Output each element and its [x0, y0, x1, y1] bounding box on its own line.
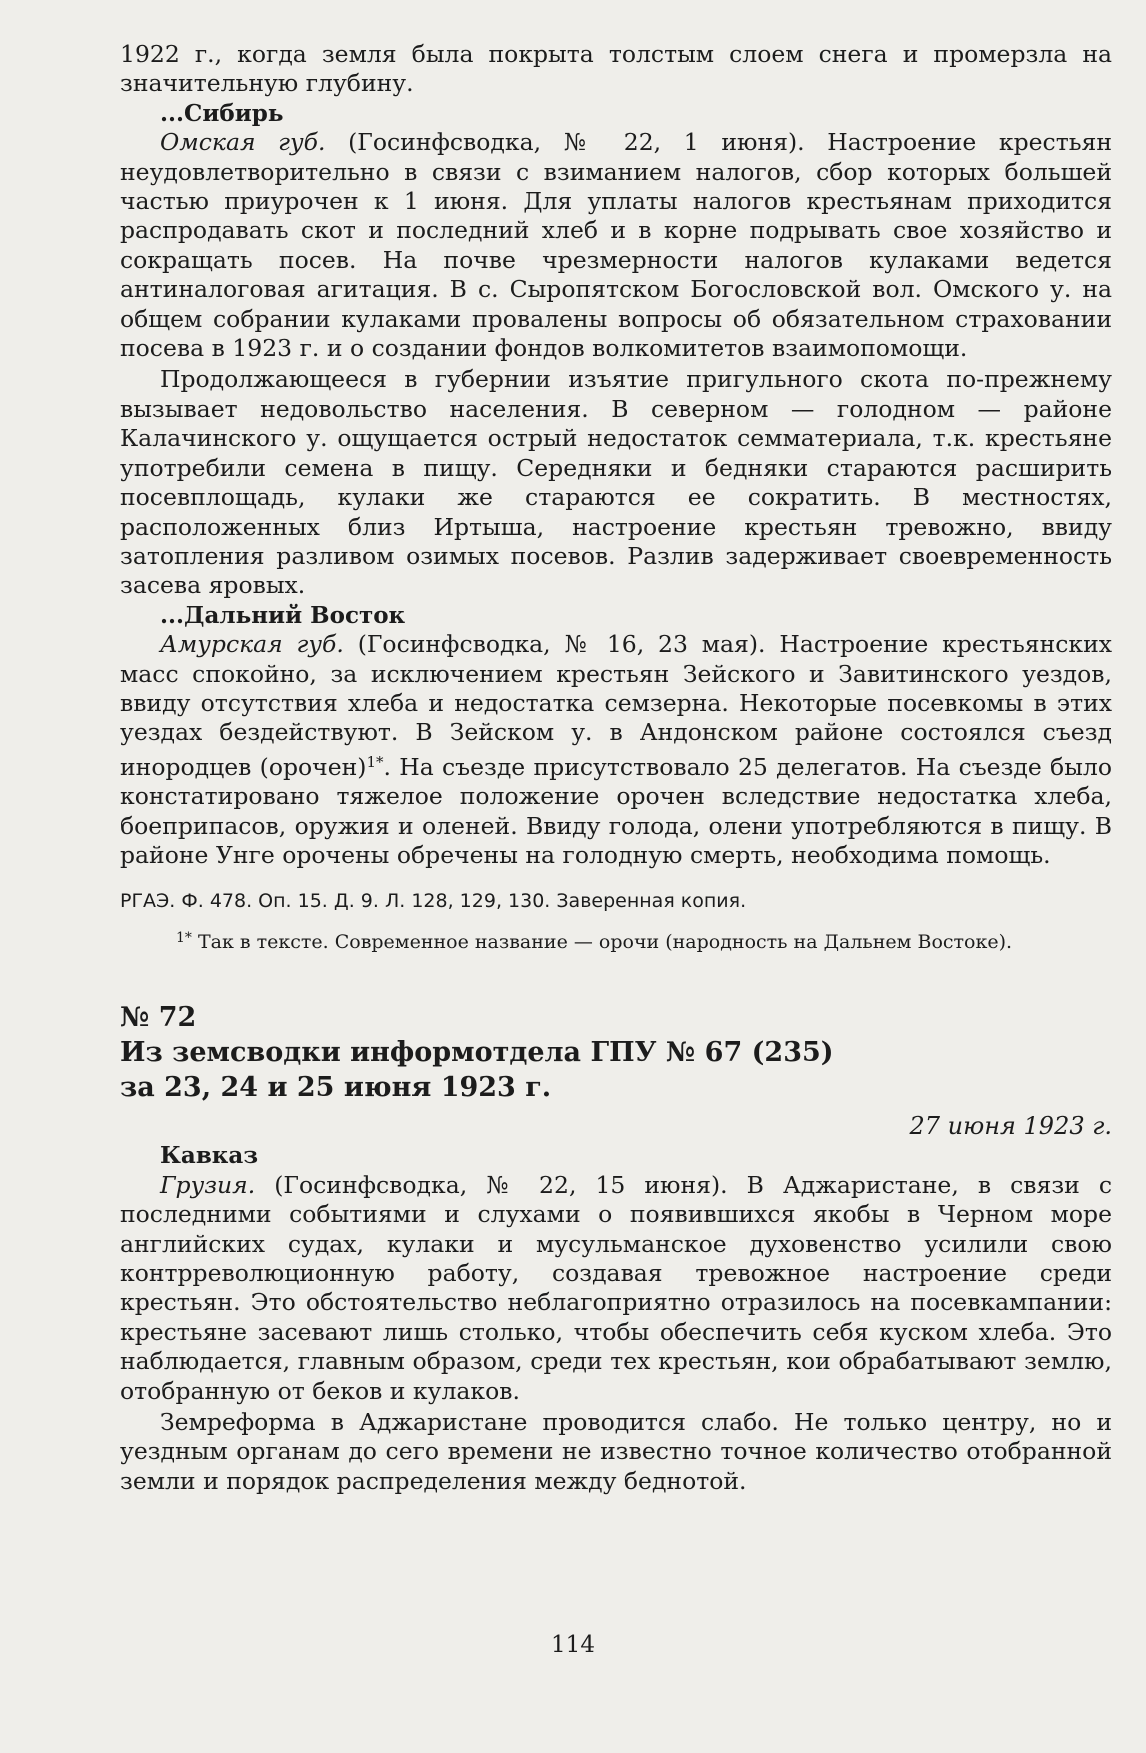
document-header — [120, 1000, 1112, 1105]
footnote — [120, 926, 1112, 954]
region-omsk: Омская губ. — [160, 128, 326, 157]
region-georgia: Грузия. — [160, 1170, 256, 1199]
paragraph-1922: 1922 г., когда земля была покрыта толстым слоем снега и промерзла на значительную глубину. — [120, 40, 1112, 98]
footnote-ref: 1* — [366, 752, 384, 771]
text-omsk: (Госинфсводка, № 22, 1 июня). Настроение крестьян неудовлетворительно в связи с взиманием налогов, сбор которых большей частью приурочен к 1 июня. Для уплаты налогов крестьянам приходится распродавать скот и последний хлеб и в корне подрывать свое хозяйство и сокращать посев. На почве чрезмерности налогов кулаками ведется антиналоговая агитация. В с. Сыропятском Богословской вол. Омского у. на общем собрании кулаками провалены вопросы об обязательном страховании посева в 1923 г. и о создании фондов волкомитетов взаимопомощи. — [120, 128, 1112, 363]
document-date: 27 июня 1923 г. — [909, 1112, 1112, 1141]
heading-dalniy-vostok: ...Дальний Восток — [160, 601, 406, 629]
heading-kavkaz: Кавказ — [160, 1142, 258, 1170]
paragraph-amur — [120, 630, 1112, 870]
text-amur-a: (Госинфсводка, № 16, 23 мая). Настроение крестьянских масс спокойно, за исключением крестьян Зейского и Завитинского уездов, ввиду отсутствия хлеба и недостатка семзерна. Некоторые посевкомы в этих уездах бездействуют. В Зейском у. в Андонском районе состоялся съезд инородцев (орочен) — [120, 630, 1113, 781]
document-title-line-1: Из земсводки информотдела ГПУ № 67 (235) — [120, 1037, 834, 1069]
footnote-text: Так в тексте. Современное название — орочи (народность на Дальнем Востоке). — [191, 931, 1013, 954]
text-georgia: (Госинфсводка, № 22, 15 июня). В Аджаристане, в связи с последними событиями и слухами о появившихся якобы в Черном море английских судах, кулаки и мусульманское духовенство усилили свою контрреволюционную работу, создавая тревожное настроение среди крестьян. Это обстоятельство неблагоприятно отразилось на посевкампании: крестьяне засевают лишь столько, чтобы обеспечить себя куском хлеба. Это наблюдается, главным образом, среди тех крестьян, кои обрабатывают землю, отобранную от беков и кулаков. — [120, 1170, 1112, 1405]
document-title-line-2: за 23, 24 и 25 июня 1923 г. — [120, 1072, 552, 1104]
page-number: 114 — [551, 1632, 595, 1658]
archive-reference: РГАЭ. Ф. 478. Оп. 15. Д. 9. Л. 128, 129, 130. Заверенная копия. — [120, 890, 747, 913]
page-body — [120, 40, 1112, 1496]
text-amur-b: . На съезде присутствовало 25 делегатов. На съезде было констатировано тяжелое положение орочен вследствие недостатка хлеба, боеприпасов, оружия и оленей. Ввиду голода, олени употребляются в пищу. В районе Унге орочены обречены на голодную смерть, необходима помощь. — [120, 752, 1112, 869]
paragraph-omsk — [120, 128, 1112, 363]
document-number: № 72 — [120, 1002, 197, 1034]
paragraph-reform: Земреформа в Аджаристане проводится слабо. Не только центру, но и уездным органам до сего времени не известно точное количество отобранной земли и порядок распределения между беднотой. — [120, 1408, 1112, 1495]
footnote-mark: 1* — [176, 930, 192, 947]
paragraph-continue: Продолжающееся в губернии изъятие пригульного скота по-прежнему вызывает недовольство населения. В северном — голодном — районе Калачинского у. ощущается острый недостаток семматериала, т.к. крестьяне употребили семена в пищу. Середняки и бедняки стараются расширить посевплощадь, кулаки же стараются ее сократить. В местностях, расположенных близ Иртыша, настроение крестьян тревожно, ввиду затопления разливом озимых посевов. Разлив задерживает своевременность засева яровых. — [120, 365, 1112, 600]
paragraph-georgia — [120, 1171, 1112, 1406]
heading-sibir: ...Сибирь — [160, 99, 284, 127]
region-amur: Амурская губ. — [160, 630, 344, 659]
